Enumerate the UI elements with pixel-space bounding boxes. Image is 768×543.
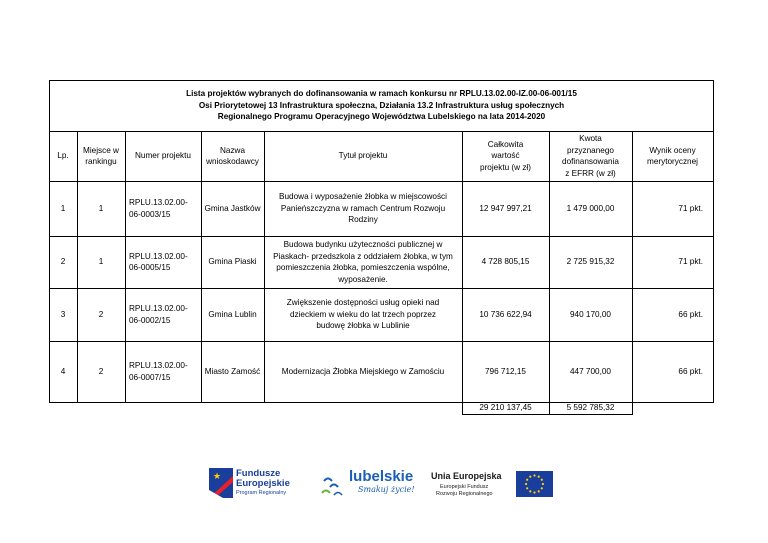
col-header-number: Numer projektu [135, 151, 191, 161]
eu-fund-line1: Europejski Fundusz [440, 484, 489, 490]
cell-applicant: Gmina Jastków [204, 203, 261, 213]
title-line-1: Lista projektów wybranych do dofinansowania w ramach konkursu nr RPLU.13.02.00-IZ.00-06-001/15 [186, 89, 577, 98]
col-header-title: Tytuł projektu [338, 151, 388, 161]
col-header-score: Wynik oceny merytorycznej [647, 145, 698, 166]
lubelskie-name: lubelskie [349, 468, 414, 485]
cell-total: 10 736 622,94 [479, 309, 532, 319]
fe-star-icon [209, 468, 233, 498]
cell-lp: 4 [60, 366, 66, 376]
cell-total: 796 712,15 [485, 366, 526, 376]
cell-rank: 1 [98, 203, 104, 213]
fe-name-line1: Fundusze [236, 468, 281, 479]
fe-name-line2: Europejskie [236, 478, 290, 489]
cell-applicant: Gmina Lublin [208, 309, 257, 319]
eu-fund-line2: Rozwoju Regionalnego [436, 491, 493, 497]
lubelskie-birds-icon [320, 473, 346, 499]
cell-score: 71 pkt. [678, 203, 703, 213]
cell-score: 66 pkt. [678, 309, 703, 319]
cell-efrr: 2 725 915,32 [566, 257, 615, 267]
cell-title: Modernizacja Żłobka Miejskiego w Zamościu [281, 366, 445, 376]
cell-applicant: Gmina Piaski [208, 257, 257, 267]
svg-text:★: ★ [213, 472, 222, 482]
cell-rank: 2 [98, 366, 104, 376]
col-header-applicant: Nazwa wnioskodawcy [206, 145, 259, 166]
cell-number: RPLU.13.02.00-06-0007/15 [129, 361, 188, 382]
total-value-sum: 29 210 137,45 [479, 403, 532, 413]
col-header-lp: Lp. [57, 151, 69, 161]
lubelskie-slogan: Smakuj życie! [358, 485, 415, 494]
cell-lp: 2 [60, 257, 66, 267]
col-header-efrr: Kwota przyznanego dofinansowania z EFRR (w zł) [562, 134, 619, 178]
cell-efrr: 1 479 000,00 [566, 203, 615, 213]
cell-score: 71 pkt. [678, 257, 703, 267]
fe-program-label: Program Regionalny [236, 490, 287, 496]
title-line-2: Osi Priorytetowej 13 Infrastruktura społeczna, Działania 13.2 Infrastruktura usług społecznych [198, 100, 565, 110]
eu-flag-icon [516, 471, 553, 497]
cell-title: Budowa i wyposażenie żłobka w miejscowości Panieńszczyzna w ramach Centrum Rozwoju Rodziny [279, 192, 447, 225]
cell-efrr: 940 170,00 [570, 309, 611, 319]
cell-efrr: 447 700,00 [570, 366, 611, 376]
cell-number: RPLU.13.02.00-06-0002/15 [129, 304, 188, 325]
document-title [49, 88, 714, 123]
eu-name: Unia Europejska [431, 471, 502, 481]
cell-number: RPLU.13.02.00-06-0003/15 [129, 198, 188, 219]
title-line-3: Regionalnego Programu Operacyjnego Województwa Lubelskiego na lata 2014-2020 [217, 112, 546, 122]
cell-applicant: Miasto Zamość [204, 366, 261, 376]
col-header-rank: Miejsce w rankingu [83, 145, 119, 166]
cell-title: Budowa budynku użyteczności publicznej w Piaskach- przedszkola z oddziałem żłobka, w tym pomieszczenia żłobka, pomieszczenia wspólne, wyposażenie. [273, 240, 453, 284]
cell-total: 4 728 805,15 [481, 257, 530, 267]
cell-rank: 1 [98, 257, 104, 267]
cell-title: Zwiększenie dostępności usług opieki nad dzieckiem w wieku do lat trzech poprzez budowę żłobka w Lublinie [286, 298, 440, 331]
total-efrr-sum: 5 592 785,32 [566, 403, 615, 413]
col-header-total: Całkowita wartość projektu (w zł) [480, 139, 531, 172]
cell-number: RPLU.13.02.00-06-0005/15 [129, 251, 188, 272]
cell-lp: 3 [60, 309, 66, 319]
cell-lp: 1 [60, 203, 66, 213]
cell-rank: 2 [98, 309, 104, 319]
cell-total: 12 947 997,21 [479, 203, 532, 213]
cell-score: 66 pkt. [678, 366, 703, 376]
